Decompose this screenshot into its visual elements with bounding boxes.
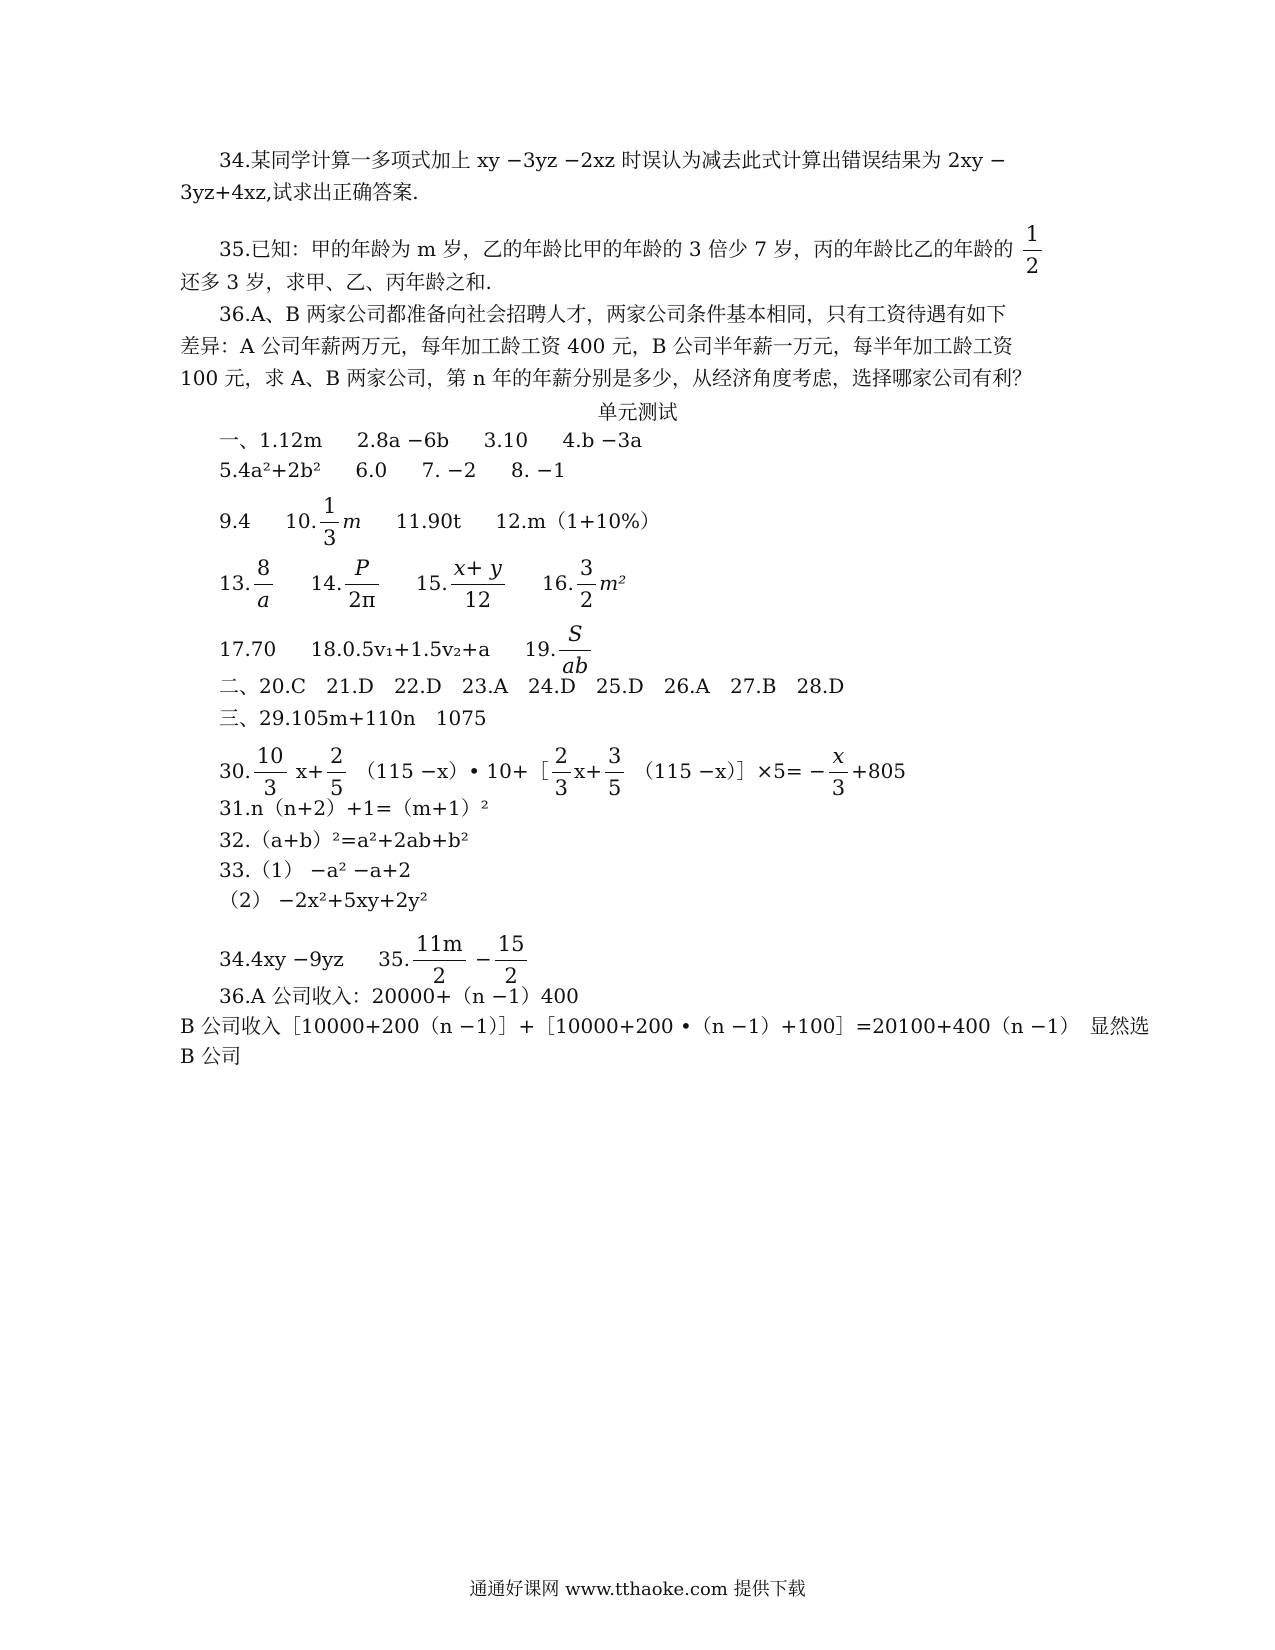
answer-30-term-5: +805 — [851, 759, 907, 783]
answer-30-prefix: 30. — [219, 759, 251, 783]
answer-18: 18.0.5v₁+1.5v₂+a — [310, 637, 491, 661]
problem-35-text: 35.已知：甲的年龄为 m 岁，乙的年龄比甲的年龄的 3 倍少 7 岁，丙的年龄比乙的年龄的 — [219, 237, 1014, 261]
fraction-numerator: S — [559, 622, 591, 651]
fraction-denominator: 5 — [329, 776, 344, 800]
fraction-one-half — [1023, 222, 1042, 279]
answer-15-prefix: 15. — [415, 571, 448, 595]
answer-36-line-3: B 公司 — [180, 1044, 242, 1068]
answer-16-prefix: 16. — [542, 571, 574, 595]
fraction-denominator: 2π — [348, 588, 376, 612]
answer-30-term-4: （115 −x）］×5= − — [633, 759, 826, 783]
answer-35-minus: − — [474, 947, 492, 971]
answer-32: 32.（a+b）²=a²+2ab+b² — [219, 828, 469, 852]
answer-30-fraction-1 — [254, 744, 287, 801]
answer-30 — [219, 744, 906, 801]
answer-30-term-3: x+ — [574, 759, 603, 783]
fraction-denominator: 2 — [504, 964, 518, 988]
fraction-numerator: x+ y — [451, 556, 505, 585]
answer-11: 11.90t — [395, 509, 461, 533]
answer-30-fraction-4 — [605, 744, 624, 801]
problem-34-line-1: 34.某同学计算一多项式加上 xy −3yz −2xz 时误认为减去此式计算出错误结果为 2xy − — [219, 148, 1007, 172]
answers-row-4 — [219, 556, 626, 613]
fraction-numerator: 10 — [254, 744, 287, 773]
fraction-denominator: 2 — [579, 588, 594, 612]
answer-10-fraction — [320, 494, 339, 551]
fraction-denominator: 2 — [1025, 254, 1040, 278]
answers-row-3 — [219, 494, 660, 551]
answer-36-line-1: 36.A 公司收入：20000+（n −1）400 — [219, 984, 579, 1008]
fraction-numerator: 15 — [495, 932, 528, 961]
fraction-denominator: 3 — [554, 776, 568, 800]
answer-36-line-2: B 公司收入［10000+200（n −1）］+［10000+200 •（n −1）+100］=20100+400（n −1） 显然选 — [180, 1014, 1150, 1038]
answer-29: 三、29.105m+110n 1075 — [219, 706, 487, 730]
fraction-denominator: 12 — [464, 588, 492, 612]
fraction-numerator: P — [345, 556, 378, 585]
fraction-numerator: 2 — [552, 744, 571, 773]
answer-35-fraction-1 — [413, 932, 466, 989]
answer-30-fraction-5 — [829, 744, 848, 801]
answer-16-suffix: m² — [599, 571, 627, 595]
answer-19-prefix: 19. — [524, 637, 557, 661]
fraction-denominator: 2 — [432, 964, 446, 988]
answer-13-prefix: 13. — [219, 571, 251, 595]
fraction-numerator: 1 — [1023, 222, 1042, 251]
answer-6: 6.0 — [355, 458, 388, 482]
problem-34-line-2: 3yz+4xz,试求出正确答案. — [180, 180, 419, 204]
answer-14-prefix: 14. — [310, 571, 343, 595]
answer-35-fraction-2 — [495, 932, 528, 989]
fraction-numerator: 11m — [413, 932, 466, 961]
answer-2: 2.8a −6b — [356, 428, 450, 452]
answer-33-part-1: 33.（1） −a² −a+2 — [219, 858, 412, 882]
answer-15-fraction — [451, 556, 505, 613]
answers-row-2 — [219, 456, 566, 484]
fraction-denominator: a — [257, 588, 270, 612]
answer-8: 8. −1 — [510, 458, 566, 482]
answer-16-fraction — [577, 556, 596, 613]
answer-12: 12.m（1+10%） — [495, 509, 661, 533]
problem-36-line-1: 36.A、B 两家公司都准备向社会招聘人才，两家公司条件基本相同，只有工资待遇有如下 — [219, 302, 1007, 326]
answer-31: 31.n（n+2）+1=（m+1）² — [219, 796, 489, 820]
answer-10-suffix: m — [342, 509, 362, 533]
fraction-denominator: 3 — [322, 526, 337, 550]
answers-row-1 — [219, 426, 642, 454]
problem-36-line-2: 差异：A 公司年薪两万元，每年加工龄工资 400 元，B 公司半年薪一万元，每半年加工龄工资 — [180, 334, 1013, 358]
answer-14-fraction — [345, 556, 378, 613]
answer-34: 34.4xy −9yz — [219, 947, 344, 971]
problem-36-line-3: 100 元，求 A、B 两家公司，第 n 年的年薪分别是多少，从经济角度考虑，选择哪家公司有利？ — [180, 366, 1032, 390]
fraction-numerator: 1 — [320, 494, 339, 523]
answer-5: 5.4a²+2b² — [219, 458, 322, 482]
answer-4: 4.b −3a — [562, 428, 643, 452]
fraction-numerator: 3 — [577, 556, 596, 585]
fraction-denominator: ab — [562, 654, 589, 678]
answer-33-part-2: （2） −2x²+5xy+2y² — [219, 888, 428, 912]
answer-30-term-2: （115 −x）• 10+［ — [355, 759, 549, 783]
fraction-denominator: 3 — [831, 776, 846, 800]
answer-19-fraction — [559, 622, 591, 679]
fraction-numerator: 2 — [327, 744, 346, 773]
answer-30-term-1: x+ — [295, 759, 324, 783]
fraction-denominator: 5 — [608, 776, 622, 800]
fraction-denominator: 3 — [263, 776, 277, 800]
fraction-numerator: 3 — [605, 744, 624, 773]
answer-30-fraction-2 — [327, 744, 346, 801]
answer-3: 3.10 — [483, 428, 529, 452]
answer-9: 9.4 — [219, 509, 251, 533]
answer-30-fraction-3 — [552, 744, 571, 801]
answers-row-34-35 — [219, 932, 530, 989]
answer-10-prefix: 10. — [285, 509, 317, 533]
section-title: 单元测试 — [597, 400, 678, 424]
page-footer: 通通好课网 www.tthaoke.com 提供下载 — [469, 1579, 806, 1600]
answers-choice-row: 二、20.C 21.D 22.D 23.A 24.D 25.D 26.A 27.B 28.D — [219, 674, 845, 698]
answer-17: 17.70 — [219, 637, 277, 661]
answers-row-5 — [219, 622, 594, 679]
fraction-numerator: x — [829, 744, 848, 773]
answer-1: 一、1.12m — [219, 428, 323, 452]
answer-35-prefix: 35. — [378, 947, 410, 971]
fraction-numerator: 8 — [254, 556, 273, 585]
answer-13-fraction — [254, 556, 273, 613]
problem-35-line-2: 还多 3 岁，求甲、乙、丙年龄之和. — [180, 270, 492, 294]
answer-7: 7. −2 — [421, 458, 477, 482]
